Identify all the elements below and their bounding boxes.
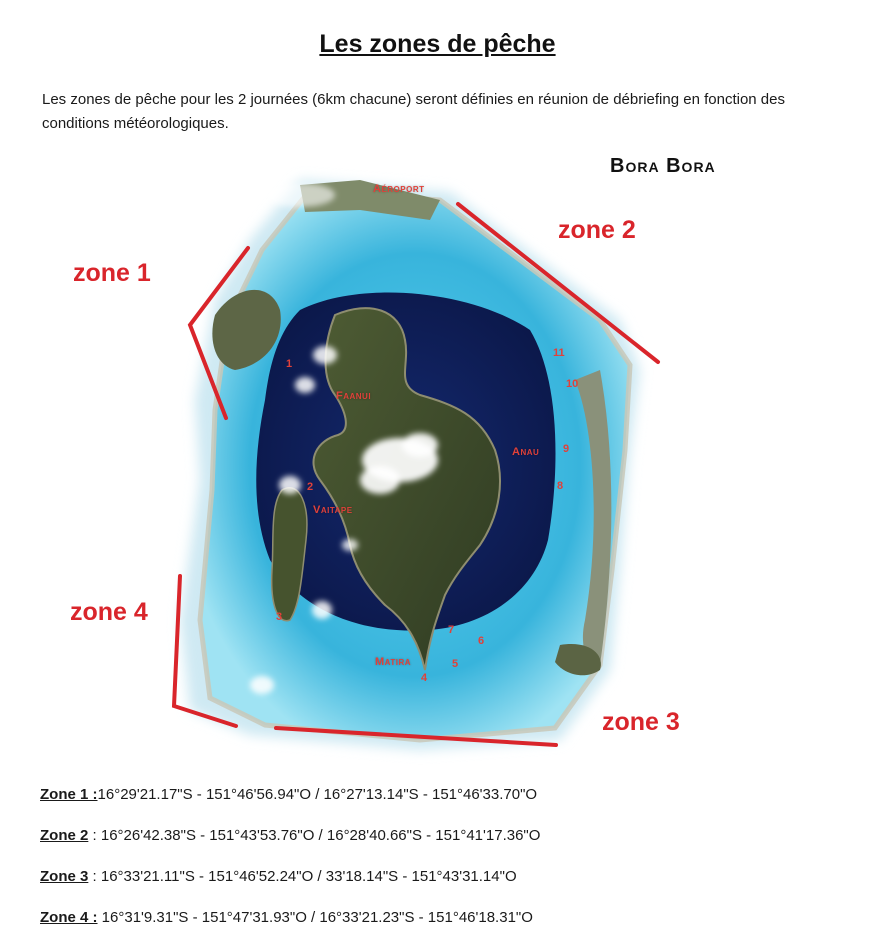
place-anau: Anau: [512, 446, 540, 458]
place-aeroport: Aéroport: [373, 183, 425, 195]
spot-1: 1: [286, 358, 293, 370]
spot-11: 11: [553, 347, 565, 359]
zone-3-coord-label: Zone 3: [40, 868, 89, 885]
zone-1-coordinates: [40, 786, 840, 827]
zone-1-label: zone 1: [73, 259, 151, 287]
spot-10: 10: [566, 378, 579, 390]
zone-3-label: zone 3: [602, 708, 680, 736]
zone-1-coord-label: Zone 1 :: [40, 786, 98, 803]
zone-2-coordinates: [40, 827, 840, 868]
zone-4-label: zone 4: [70, 598, 148, 626]
spot-8: 8: [557, 480, 564, 492]
island-name: Bora Bora: [610, 155, 716, 177]
zone-2-coord-text: : 16°26'42.38"S - 151°43'53.76"O / 16°28'40.66"S - 151°41'17.36"O: [88, 827, 541, 844]
zone-4-coord-label: Zone 4 :: [40, 909, 98, 926]
zone-2-label: zone 2: [558, 216, 636, 244]
zone-4-coordinates: [40, 909, 840, 950]
spot-3: 3: [276, 611, 283, 623]
zone-1-coord-text: 16°29'21.17"S - 151°46'56.94"O / 16°27'13.14"S - 151°46'33.70"O: [97, 786, 538, 803]
spot-4: 4: [421, 672, 428, 684]
zone-3-coord-text: : 16°33'21.11"S - 151°46'52.24"O / 33'18.14"S - 151°43'31.14"O: [88, 868, 517, 885]
page-title: Les zones de pêche: [319, 30, 556, 58]
spot-6: 6: [478, 635, 485, 647]
zone-2-coord-label: Zone 2: [40, 827, 89, 844]
place-vaitape: Vaitape: [313, 504, 353, 516]
intro-paragraph: Les zones de pêche pour les 2 journées (6km chacune) seront définies en réunion de débriefing en fonction des conditions météorologiques.: [42, 91, 785, 132]
spot-2: 2: [307, 481, 314, 493]
zone-3-coordinates: [40, 868, 840, 909]
spot-7: 7: [448, 624, 455, 636]
spot-9: 9: [563, 443, 570, 455]
place-matira: Matira: [375, 656, 412, 668]
zone-4-coord-text: 16°31'9.31"S - 151°47'31.93"O / 16°33'21.23"S - 151°46'18.31"O: [97, 909, 533, 926]
bora-bora-map: [0, 150, 875, 770]
map-image: [0, 150, 875, 770]
zone-coordinates: [40, 786, 840, 950]
spot-5: 5: [452, 658, 459, 670]
place-faanui: Faanui: [336, 390, 372, 402]
